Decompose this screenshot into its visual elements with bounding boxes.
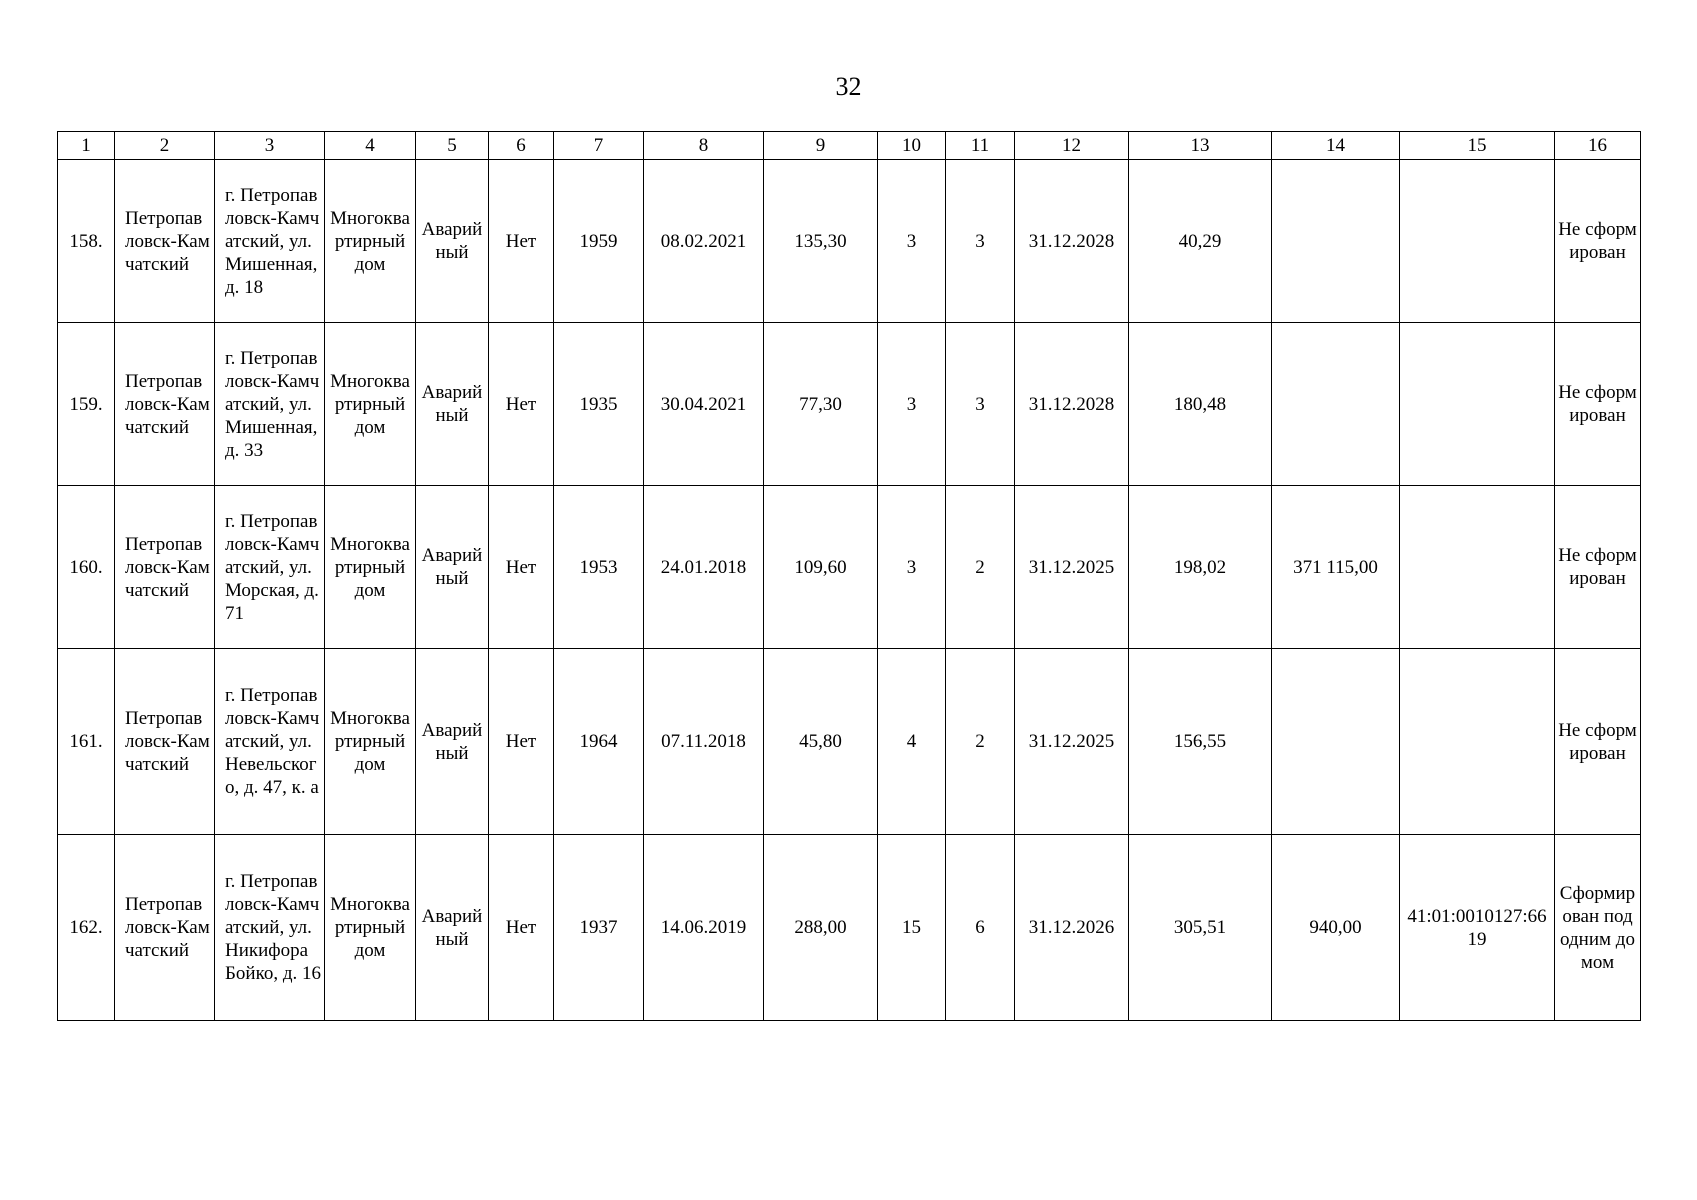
flag-cell: Нет: [489, 835, 554, 1021]
status-cell: Сформирован под одним домом: [1555, 835, 1641, 1021]
row-number: 160.: [58, 486, 115, 649]
value-cell: 940,00: [1272, 835, 1400, 1021]
value-cell: 371 115,00: [1272, 486, 1400, 649]
address-cell: г. Петропавловск-Камчатский, ул. Морская, д. 71: [215, 486, 325, 649]
area-cell: 77,30: [764, 323, 878, 486]
row-number: 161.: [58, 649, 115, 835]
count-cell: 6: [946, 835, 1015, 1021]
date-cell: 08.02.2021: [644, 160, 764, 323]
column-number: 5: [416, 132, 489, 160]
area-cell: 288,00: [764, 835, 878, 1021]
cadastral-cell: [1400, 649, 1555, 835]
year-cell: 1964: [554, 649, 644, 835]
table-row: [58, 649, 1641, 835]
row-number: 159.: [58, 323, 115, 486]
status-cell: Не сформирован: [1555, 160, 1641, 323]
condition-cell: Аварийный: [416, 835, 489, 1021]
column-number: 2: [115, 132, 215, 160]
count-cell: 4: [878, 649, 946, 835]
count-cell: 3: [946, 323, 1015, 486]
table-row: [58, 835, 1641, 1021]
column-number: 3: [215, 132, 325, 160]
building-type-cell: Многоквартирный дом: [325, 649, 416, 835]
column-number: 10: [878, 132, 946, 160]
date-cell: 24.01.2018: [644, 486, 764, 649]
area-cell: 135,30: [764, 160, 878, 323]
address-cell: г. Петропавловск-Камчатский, ул. Никифора Бойко, д. 16: [215, 835, 325, 1021]
table-row: [58, 160, 1641, 323]
cadastral-cell: 41:01:0010127:6619: [1400, 835, 1555, 1021]
year-cell: 1935: [554, 323, 644, 486]
table-row: [58, 323, 1641, 486]
flag-cell: Нет: [489, 649, 554, 835]
building-type-cell: Многоквартирный дом: [325, 835, 416, 1021]
city-cell: Петропавловск-Камчатский: [115, 160, 215, 323]
value-cell: [1272, 323, 1400, 486]
column-number-row: [58, 132, 1641, 160]
page-number: 32: [835, 72, 862, 101]
column-number: 6: [489, 132, 554, 160]
value-cell: 198,02: [1129, 486, 1272, 649]
row-number: 158.: [58, 160, 115, 323]
date-cell: 30.04.2021: [644, 323, 764, 486]
count-cell: 3: [878, 160, 946, 323]
value-cell: [1272, 160, 1400, 323]
condition-cell: Аварийный: [416, 486, 489, 649]
year-cell: 1959: [554, 160, 644, 323]
flag-cell: Нет: [489, 323, 554, 486]
column-number: 12: [1015, 132, 1129, 160]
column-number: 15: [1400, 132, 1555, 160]
value-cell: 180,48: [1129, 323, 1272, 486]
status-cell: Не сформирован: [1555, 486, 1641, 649]
cadastral-cell: [1400, 323, 1555, 486]
city-cell: Петропавловск-Камчатский: [115, 649, 215, 835]
count-cell: 2: [946, 486, 1015, 649]
city-cell: Петропавловск-Камчатский: [115, 835, 215, 1021]
column-number: 8: [644, 132, 764, 160]
flag-cell: Нет: [489, 160, 554, 323]
building-type-cell: Многоквартирный дом: [325, 486, 416, 649]
deadline-cell: 31.12.2026: [1015, 835, 1129, 1021]
deadline-cell: 31.12.2025: [1015, 649, 1129, 835]
column-number: 13: [1129, 132, 1272, 160]
deadline-cell: 31.12.2028: [1015, 323, 1129, 486]
address-cell: г. Петропавловск-Камчатский, ул. Невельского, д. 47, к. а: [215, 649, 325, 835]
status-cell: Не сформирован: [1555, 323, 1641, 486]
count-cell: 3: [946, 160, 1015, 323]
column-number: 16: [1555, 132, 1641, 160]
condition-cell: Аварийный: [416, 160, 489, 323]
value-cell: 305,51: [1129, 835, 1272, 1021]
year-cell: 1937: [554, 835, 644, 1021]
housing-registry-table: [57, 131, 1641, 1021]
city-cell: Петропавловск-Камчатский: [115, 486, 215, 649]
date-cell: 14.06.2019: [644, 835, 764, 1021]
condition-cell: Аварийный: [416, 649, 489, 835]
column-number: 1: [58, 132, 115, 160]
value-cell: 40,29: [1129, 160, 1272, 323]
column-number: 11: [946, 132, 1015, 160]
column-number: 14: [1272, 132, 1400, 160]
area-cell: 109,60: [764, 486, 878, 649]
flag-cell: Нет: [489, 486, 554, 649]
cadastral-cell: [1400, 160, 1555, 323]
address-cell: г. Петропавловск-Камчатский, ул. Мишенная, д. 33: [215, 323, 325, 486]
deadline-cell: 31.12.2025: [1015, 486, 1129, 649]
address-cell: г. Петропавловск-Камчатский, ул. Мишенная, д. 18: [215, 160, 325, 323]
count-cell: 3: [878, 486, 946, 649]
building-type-cell: Многоквартирный дом: [325, 160, 416, 323]
deadline-cell: 31.12.2028: [1015, 160, 1129, 323]
area-cell: 45,80: [764, 649, 878, 835]
date-cell: 07.11.2018: [644, 649, 764, 835]
year-cell: 1953: [554, 486, 644, 649]
status-cell: Не сформирован: [1555, 649, 1641, 835]
table-row: [58, 486, 1641, 649]
column-number: 4: [325, 132, 416, 160]
row-number: 162.: [58, 835, 115, 1021]
value-cell: [1272, 649, 1400, 835]
city-cell: Петропавловск-Камчатский: [115, 323, 215, 486]
building-type-cell: Многоквартирный дом: [325, 323, 416, 486]
value-cell: 156,55: [1129, 649, 1272, 835]
column-number: 9: [764, 132, 878, 160]
count-cell: 2: [946, 649, 1015, 835]
column-number: 7: [554, 132, 644, 160]
condition-cell: Аварийный: [416, 323, 489, 486]
count-cell: 15: [878, 835, 946, 1021]
cadastral-cell: [1400, 486, 1555, 649]
count-cell: 3: [878, 323, 946, 486]
